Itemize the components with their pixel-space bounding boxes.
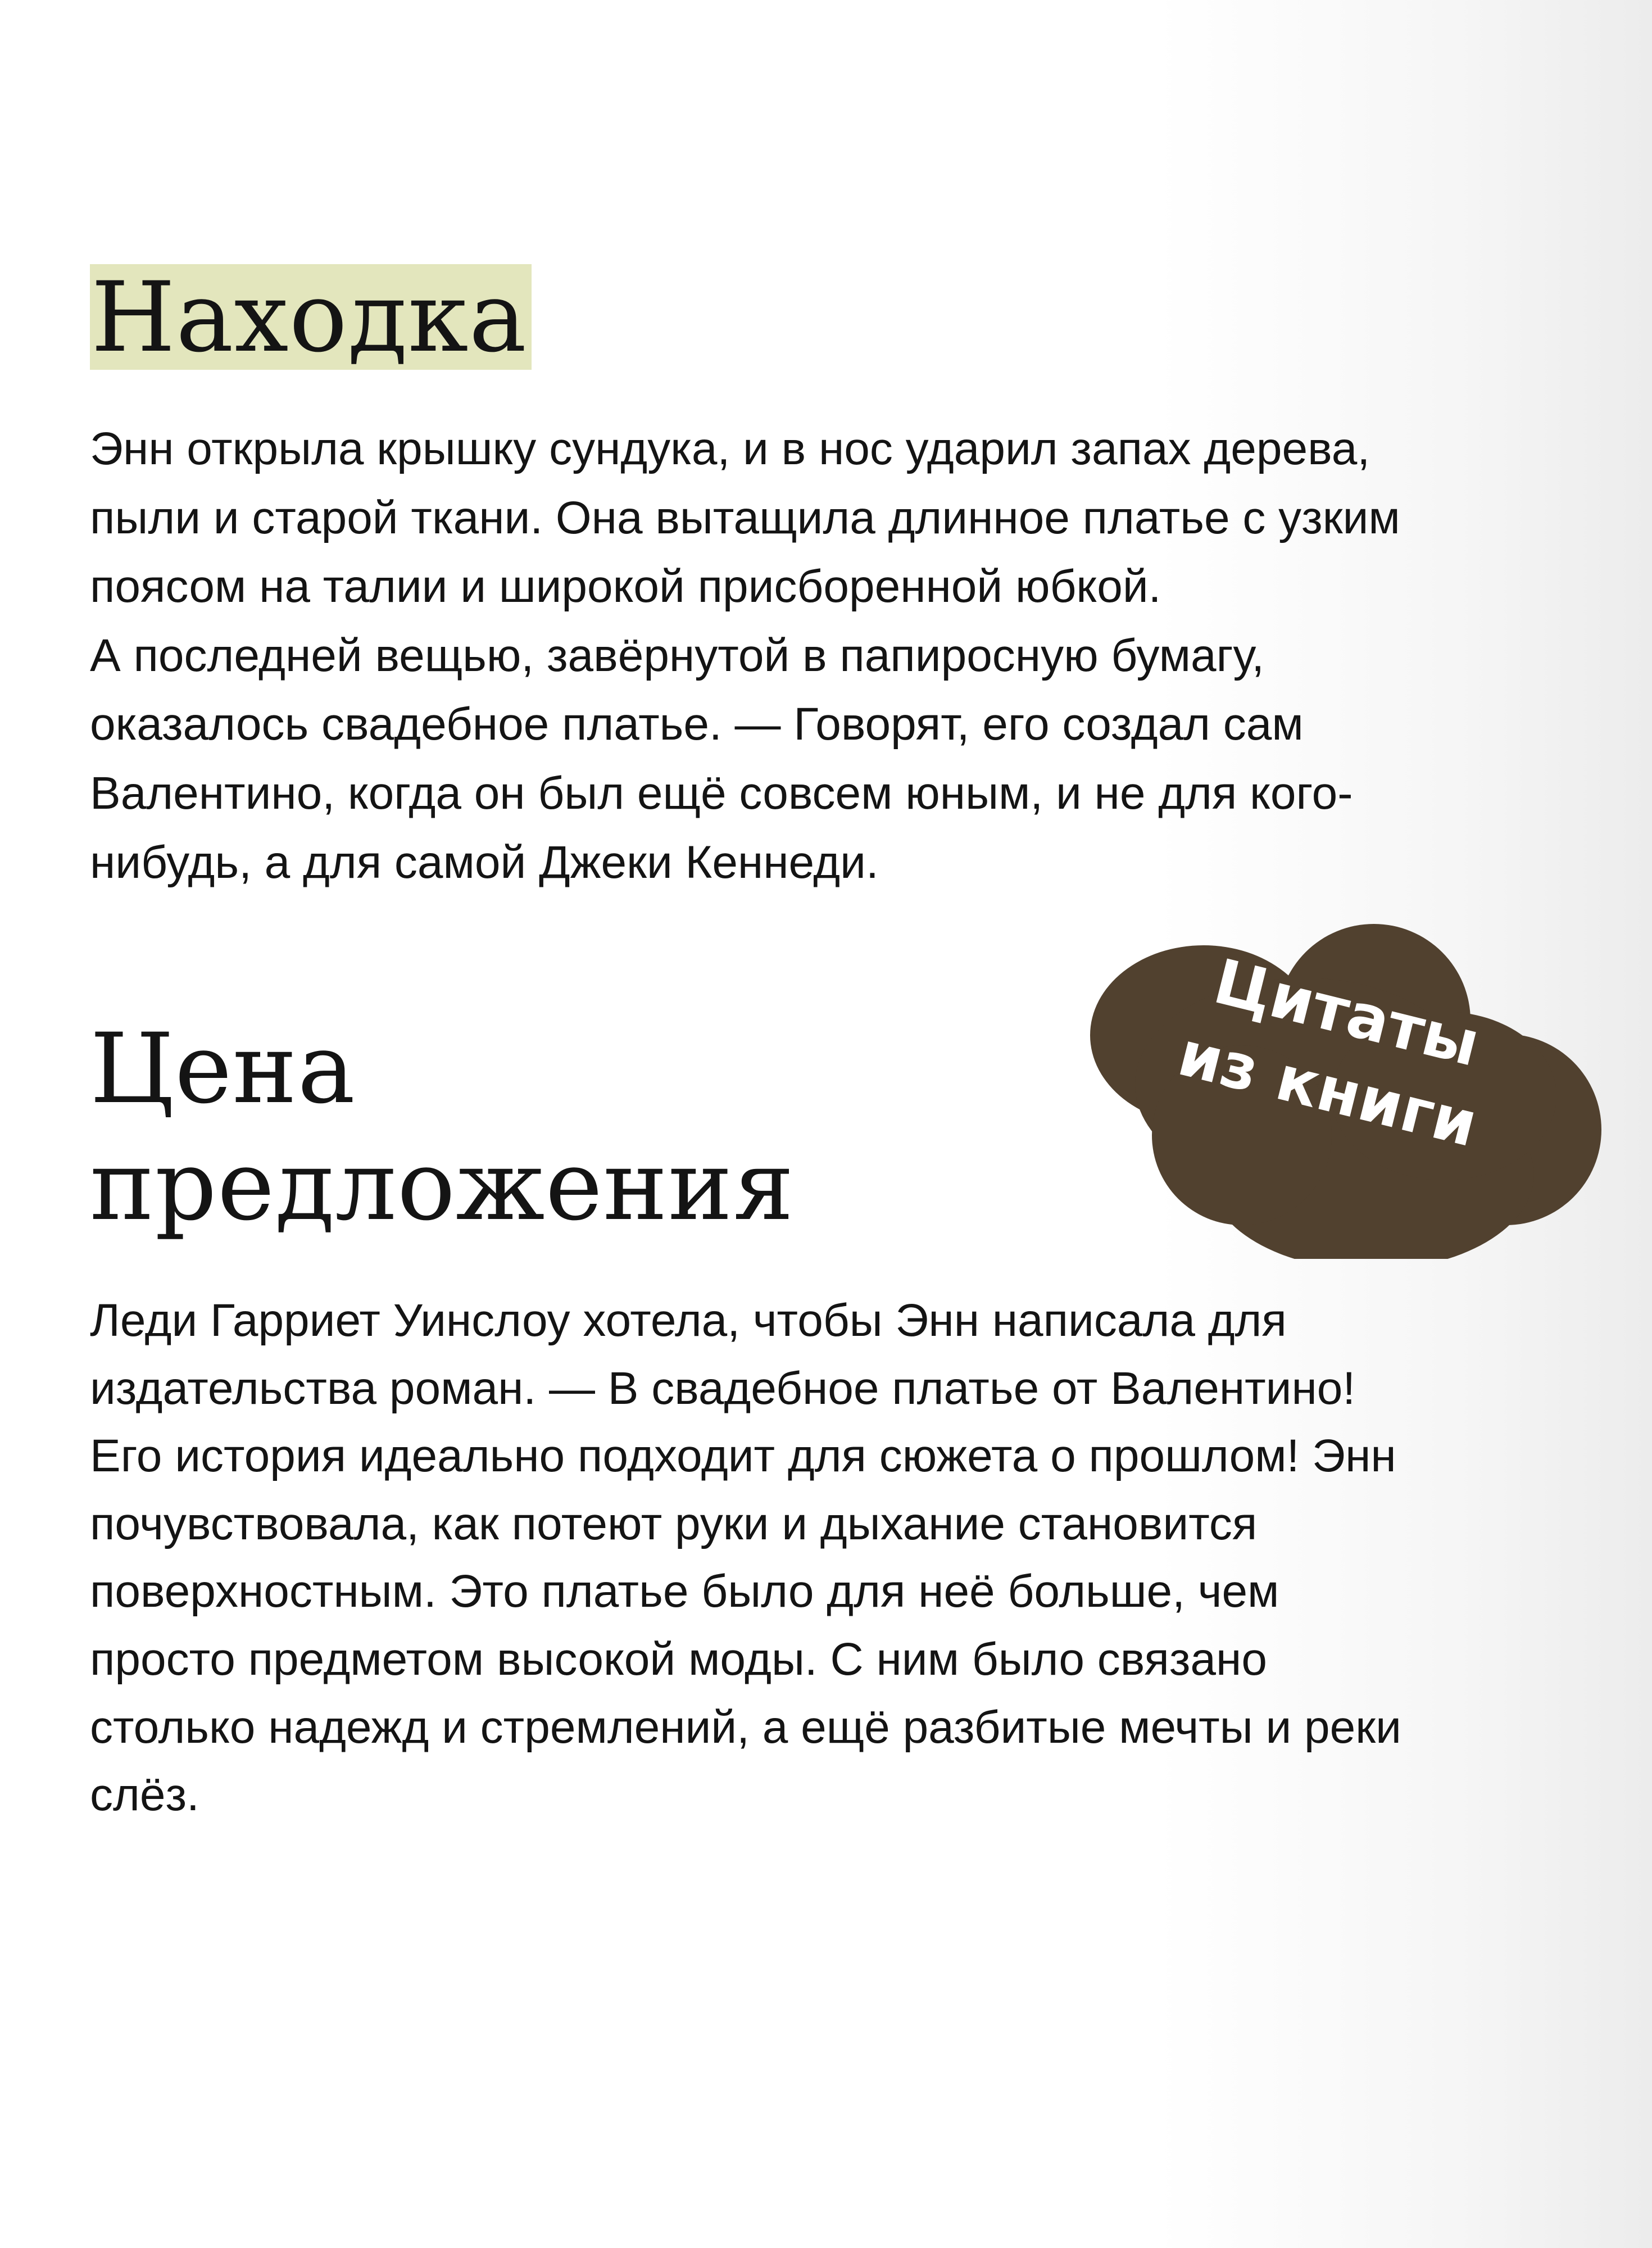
section-heading-nakhodka: Находка — [90, 264, 532, 370]
section-paragraph-tsena-predlozheniya: Леди Гарриет Уинслоу хотела, чтобы Энн написала для издательства роман. — В свадебное платье от Валентино! Его история идеально подходит для сюжета о прошлом! Энн почувствовала, как потеют руки и дыхание становится поверхностным. Это платье было для неё больше, чем просто предметом высокой моды. С ним было связано столько надежд и стремлений, а ещё разбитые мечты и реки слёз. — [90, 1295, 1401, 1821]
badge-label: Цитаты из книги — [1171, 945, 1487, 1161]
quotes-badge — [1056, 910, 1607, 1259]
section-paragraph-nakhodka: Энн открыла крышку сундука, и в нос ударил запах дерева, пыли и старой ткани. Она вытащила длинное платье с узким поясом на талии и широкой присборенной юбкой. А последней вещью, завёрнутой в папиросную бумагу, оказалось свадебное платье. — Говорят, его создал сам Валентино, когда он был ещё совсем юным, и не для кого- нибудь, а для самой Джеки Кеннеди. — [90, 423, 1400, 888]
section-heading-tsena-predlozheniya: Цена предложения — [90, 1012, 795, 1242]
